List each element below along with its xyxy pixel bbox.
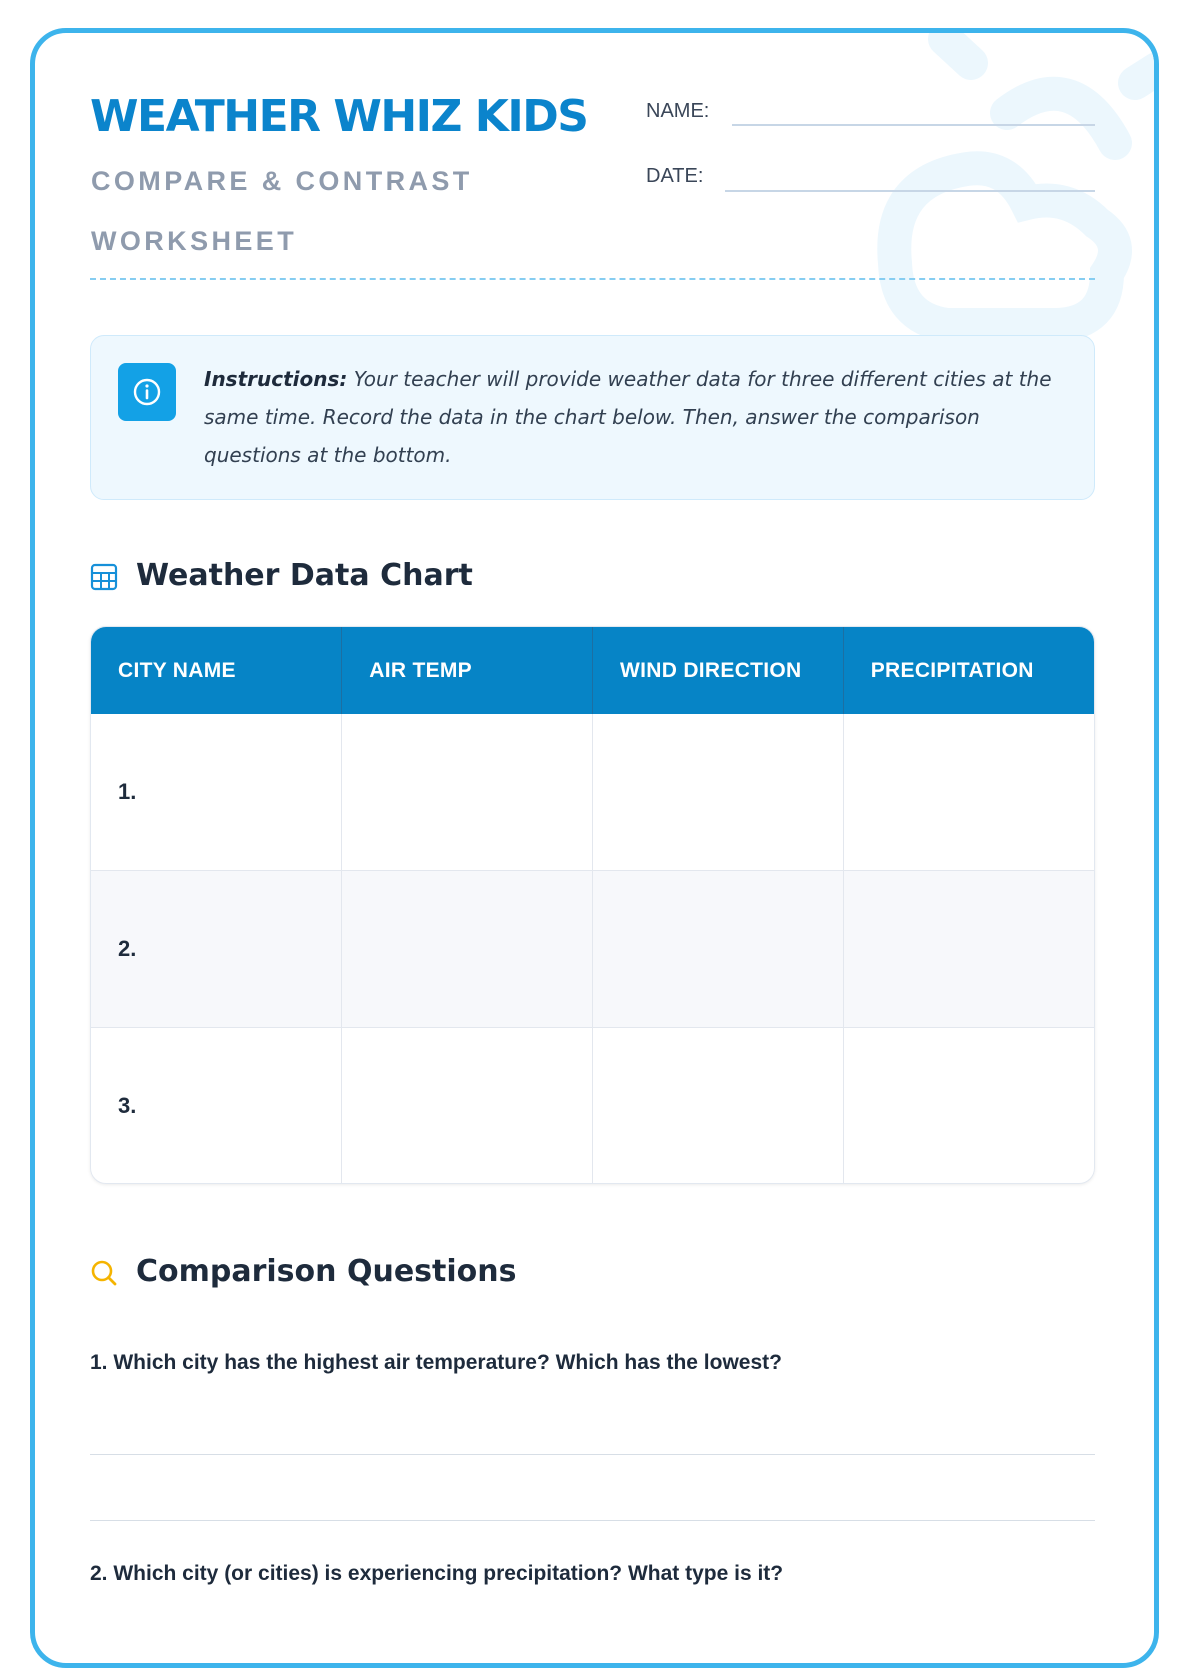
worksheet-page bbox=[30, 28, 1159, 1668]
instructions-body: Your teacher will provide weather data for three different cities at the same time. Record the data in the chart below. Then, answer the comparison questions at the bottom. bbox=[204, 367, 1052, 467]
info-icon bbox=[132, 377, 162, 407]
info-badge bbox=[118, 363, 176, 421]
wind-direction-cell[interactable] bbox=[593, 1028, 844, 1185]
table-header-row bbox=[91, 627, 1094, 714]
city-name-cell[interactable]: 2. bbox=[91, 871, 342, 1028]
answer-line[interactable] bbox=[90, 1520, 1095, 1521]
header-divider bbox=[90, 278, 1095, 280]
worksheet-subtitle: COMPARE & CONTRAST WORKSHEET bbox=[91, 166, 473, 256]
questions-section-title: Comparison Questions bbox=[136, 1254, 517, 1289]
column-header-wind-direction: WIND DIRECTION bbox=[593, 627, 844, 714]
date-field[interactable] bbox=[725, 190, 1095, 192]
name-field[interactable] bbox=[732, 124, 1095, 126]
column-header-air-temp: AIR TEMP bbox=[342, 627, 593, 714]
search-icon bbox=[90, 1259, 118, 1287]
name-label: NAME: bbox=[646, 100, 710, 122]
table-grid-icon bbox=[90, 563, 118, 591]
city-name-cell[interactable]: 1. bbox=[91, 714, 342, 871]
instructions-lead: Instructions: bbox=[204, 367, 348, 391]
column-header-city-name: CITY NAME bbox=[91, 627, 342, 714]
city-name-cell[interactable]: 3. bbox=[91, 1028, 342, 1185]
precipitation-cell[interactable] bbox=[843, 1028, 1094, 1185]
instructions-box bbox=[90, 335, 1095, 500]
chart-section-title: Weather Data Chart bbox=[136, 558, 473, 593]
wind-direction-cell[interactable] bbox=[593, 871, 844, 1028]
table-row bbox=[91, 714, 1094, 871]
answer-line[interactable] bbox=[90, 1454, 1095, 1455]
air-temp-cell[interactable] bbox=[342, 714, 593, 871]
question-2: 2. Which city (or cities) is experiencing precipitation? What type is it? bbox=[90, 1562, 784, 1585]
wind-direction-cell[interactable] bbox=[593, 714, 844, 871]
table-row bbox=[91, 1028, 1094, 1185]
air-temp-cell[interactable] bbox=[342, 1028, 593, 1185]
worksheet-title: WEATHER WHIZ KIDS bbox=[90, 91, 588, 142]
instructions-text bbox=[204, 360, 1064, 474]
weather-data-table bbox=[91, 627, 1094, 1184]
precipitation-cell[interactable] bbox=[843, 714, 1094, 871]
table-row bbox=[91, 871, 1094, 1028]
column-header-precipitation: PRECIPITATION bbox=[843, 627, 1094, 714]
date-label: DATE: bbox=[646, 165, 704, 187]
air-temp-cell[interactable] bbox=[342, 871, 593, 1028]
weather-data-chart bbox=[90, 626, 1095, 1184]
precipitation-cell[interactable] bbox=[843, 871, 1094, 1028]
question-1: 1. Which city has the highest air temperature? Which has the lowest? bbox=[90, 1351, 782, 1374]
